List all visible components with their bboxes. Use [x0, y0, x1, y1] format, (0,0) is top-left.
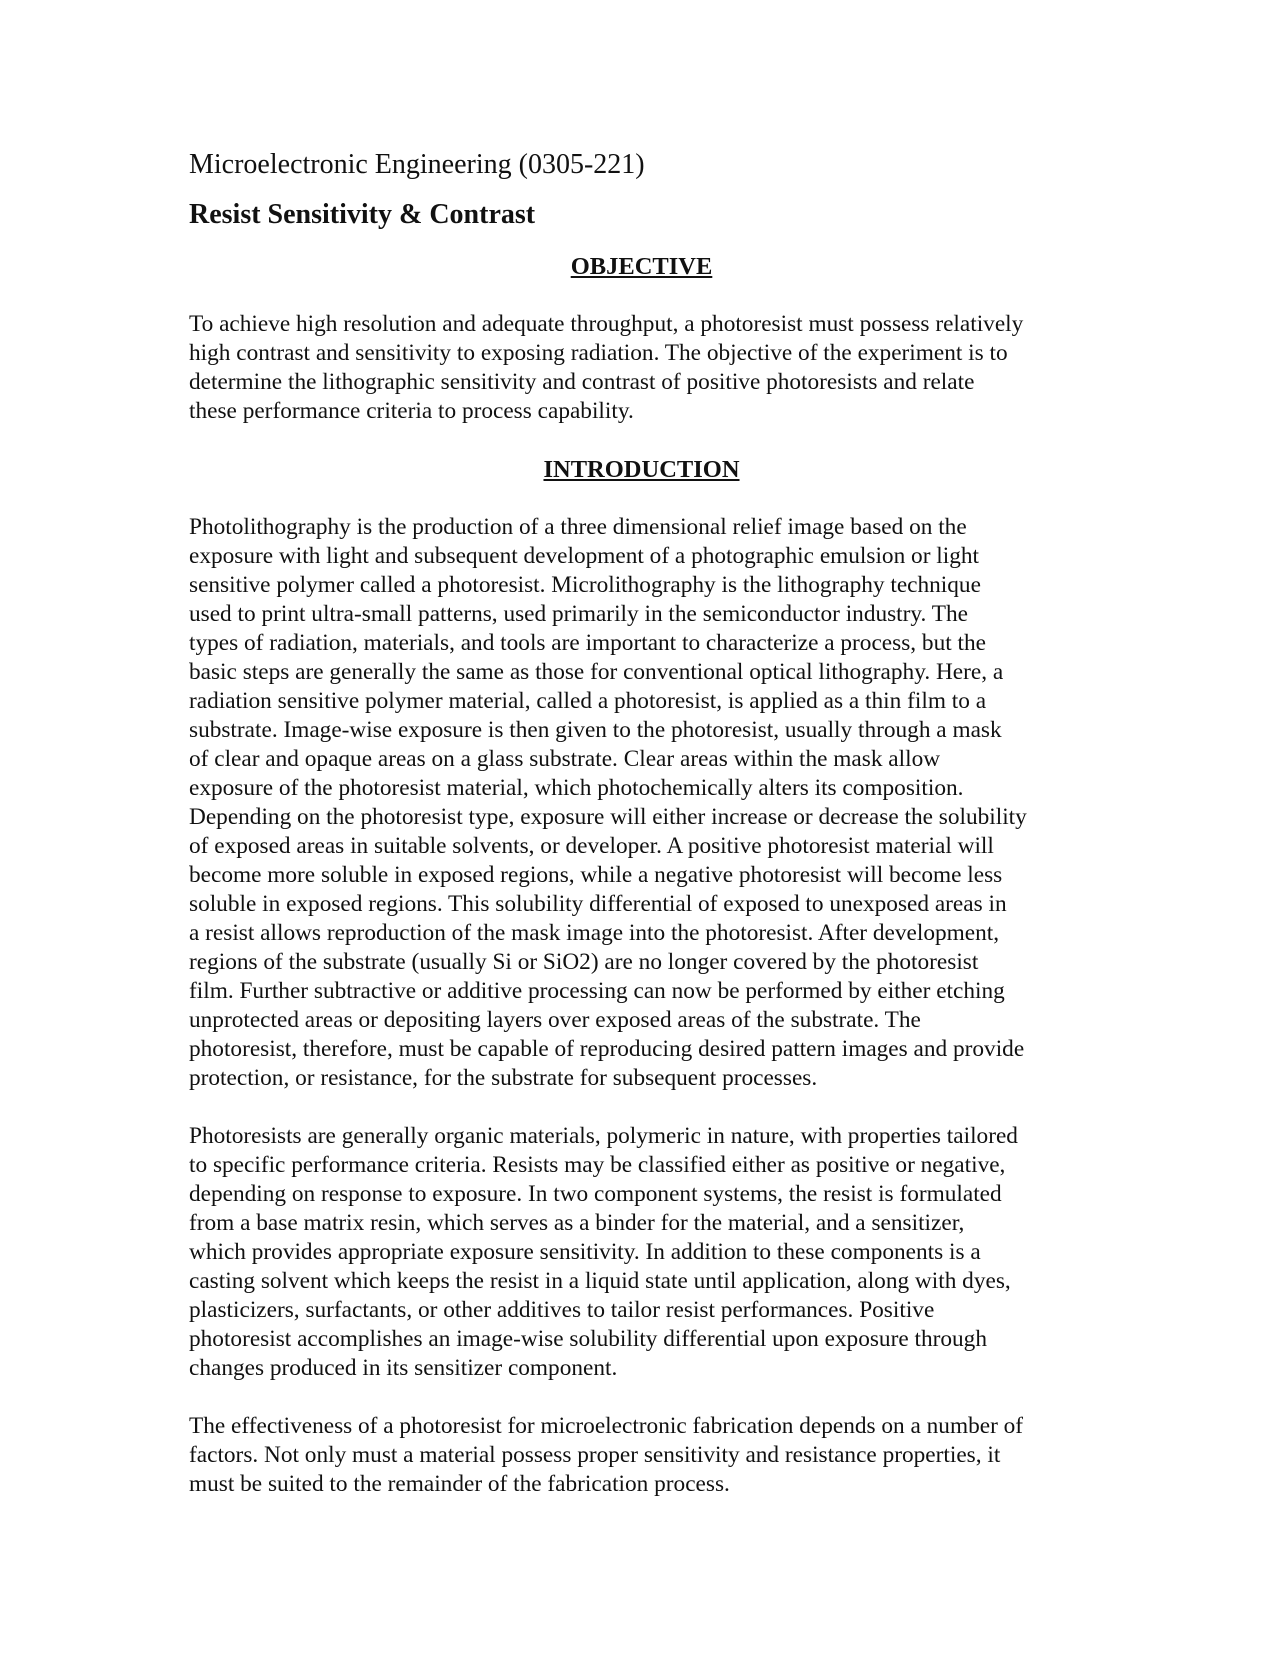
document-title: Resist Sensitivity & Contrast: [189, 199, 536, 230]
introduction-paragraph-2: Photoresists are generally organic materials, polymeric in nature, with properties tailored to specific performance criteria. Resists may be classified either as positive or negative, depending on response to exposure. In two component systems, the resist is formulated from a base matrix resin, which serves as a binder for the material, and a sensitizer, which provides appropriate exposure sensitivity. In addition to these components is a casting solvent which keeps the resist in a liquid state until application, along with dyes, plasticizers, surfactants, or other additives to tailor resist performances. Positive photoresist accomplishes an image-wise solubility differential upon exposure through changes produced in its sensitizer component.: [189, 1123, 1018, 1381]
introduction-paragraph-1: Photolithography is the production of a three dimensional relief image based on the exposure with light and subsequent development of a photographic emulsion or light sensitive polymer called a photoresist. Microlithography is the lithography technique used to print ultra-small patterns, used primarily in the semiconductor industry. The types of radiation, materials, and tools are important to characterize a process, but the basic steps are generally the same as those for conventional optical lithography. Here, a radiation sensitive polymer material, called a photoresist, is applied as a thin film to a substrate. Image-wise exposure is then given to the photoresist, usually through a mask of clear and opaque areas on a glass substrate. Clear areas within the mask allow exposure of the photoresist material, which photochemically alters its composition. Depending on the photoresist type, exposure will either increase or decrease the solubility of exposed areas in suitable solvents, or developer. A positive photoresist material will become more soluble in exposed regions, while a negative photoresist will become less soluble in exposed regions. This solubility differential of exposed to unexposed areas in a resist allows reproduction of the mask image into the photoresist. After development, regions of the substrate (usually Si or SiO2) are no longer covered by the photoresist film. Further subtractive or additive processing can now be performed by either etching unprotected areas or depositing layers over exposed areas of the substrate. The photoresist, therefore, must be capable of reproducing desired pattern images and provide protection, or resistance, for the substrate for subsequent processes.: [189, 514, 1027, 1091]
section-heading-objective: OBJECTIVE: [570, 253, 713, 280]
introduction-paragraph-3: The effectiveness of a photoresist for microelectronic fabrication depends on a number of factors. Not only must a material possess proper sensitivity and resistance properties, it must be suited to the remainder of the fabrication process.: [189, 1413, 1024, 1497]
objective-paragraph: To achieve high resolution and adequate throughput, a photoresist must possess relatively high contrast and sensitivity to exposing radiation. The objective of the experiment is to determine the lithographic sensitivity and contrast of positive photoresists and relate these performance criteria to process capability.: [189, 311, 1024, 424]
page-content: [189, 148, 1094, 1528]
section-heading-introduction: INTRODUCTION: [543, 456, 740, 483]
course-title: Microelectronic Engineering (0305-221): [189, 149, 645, 180]
